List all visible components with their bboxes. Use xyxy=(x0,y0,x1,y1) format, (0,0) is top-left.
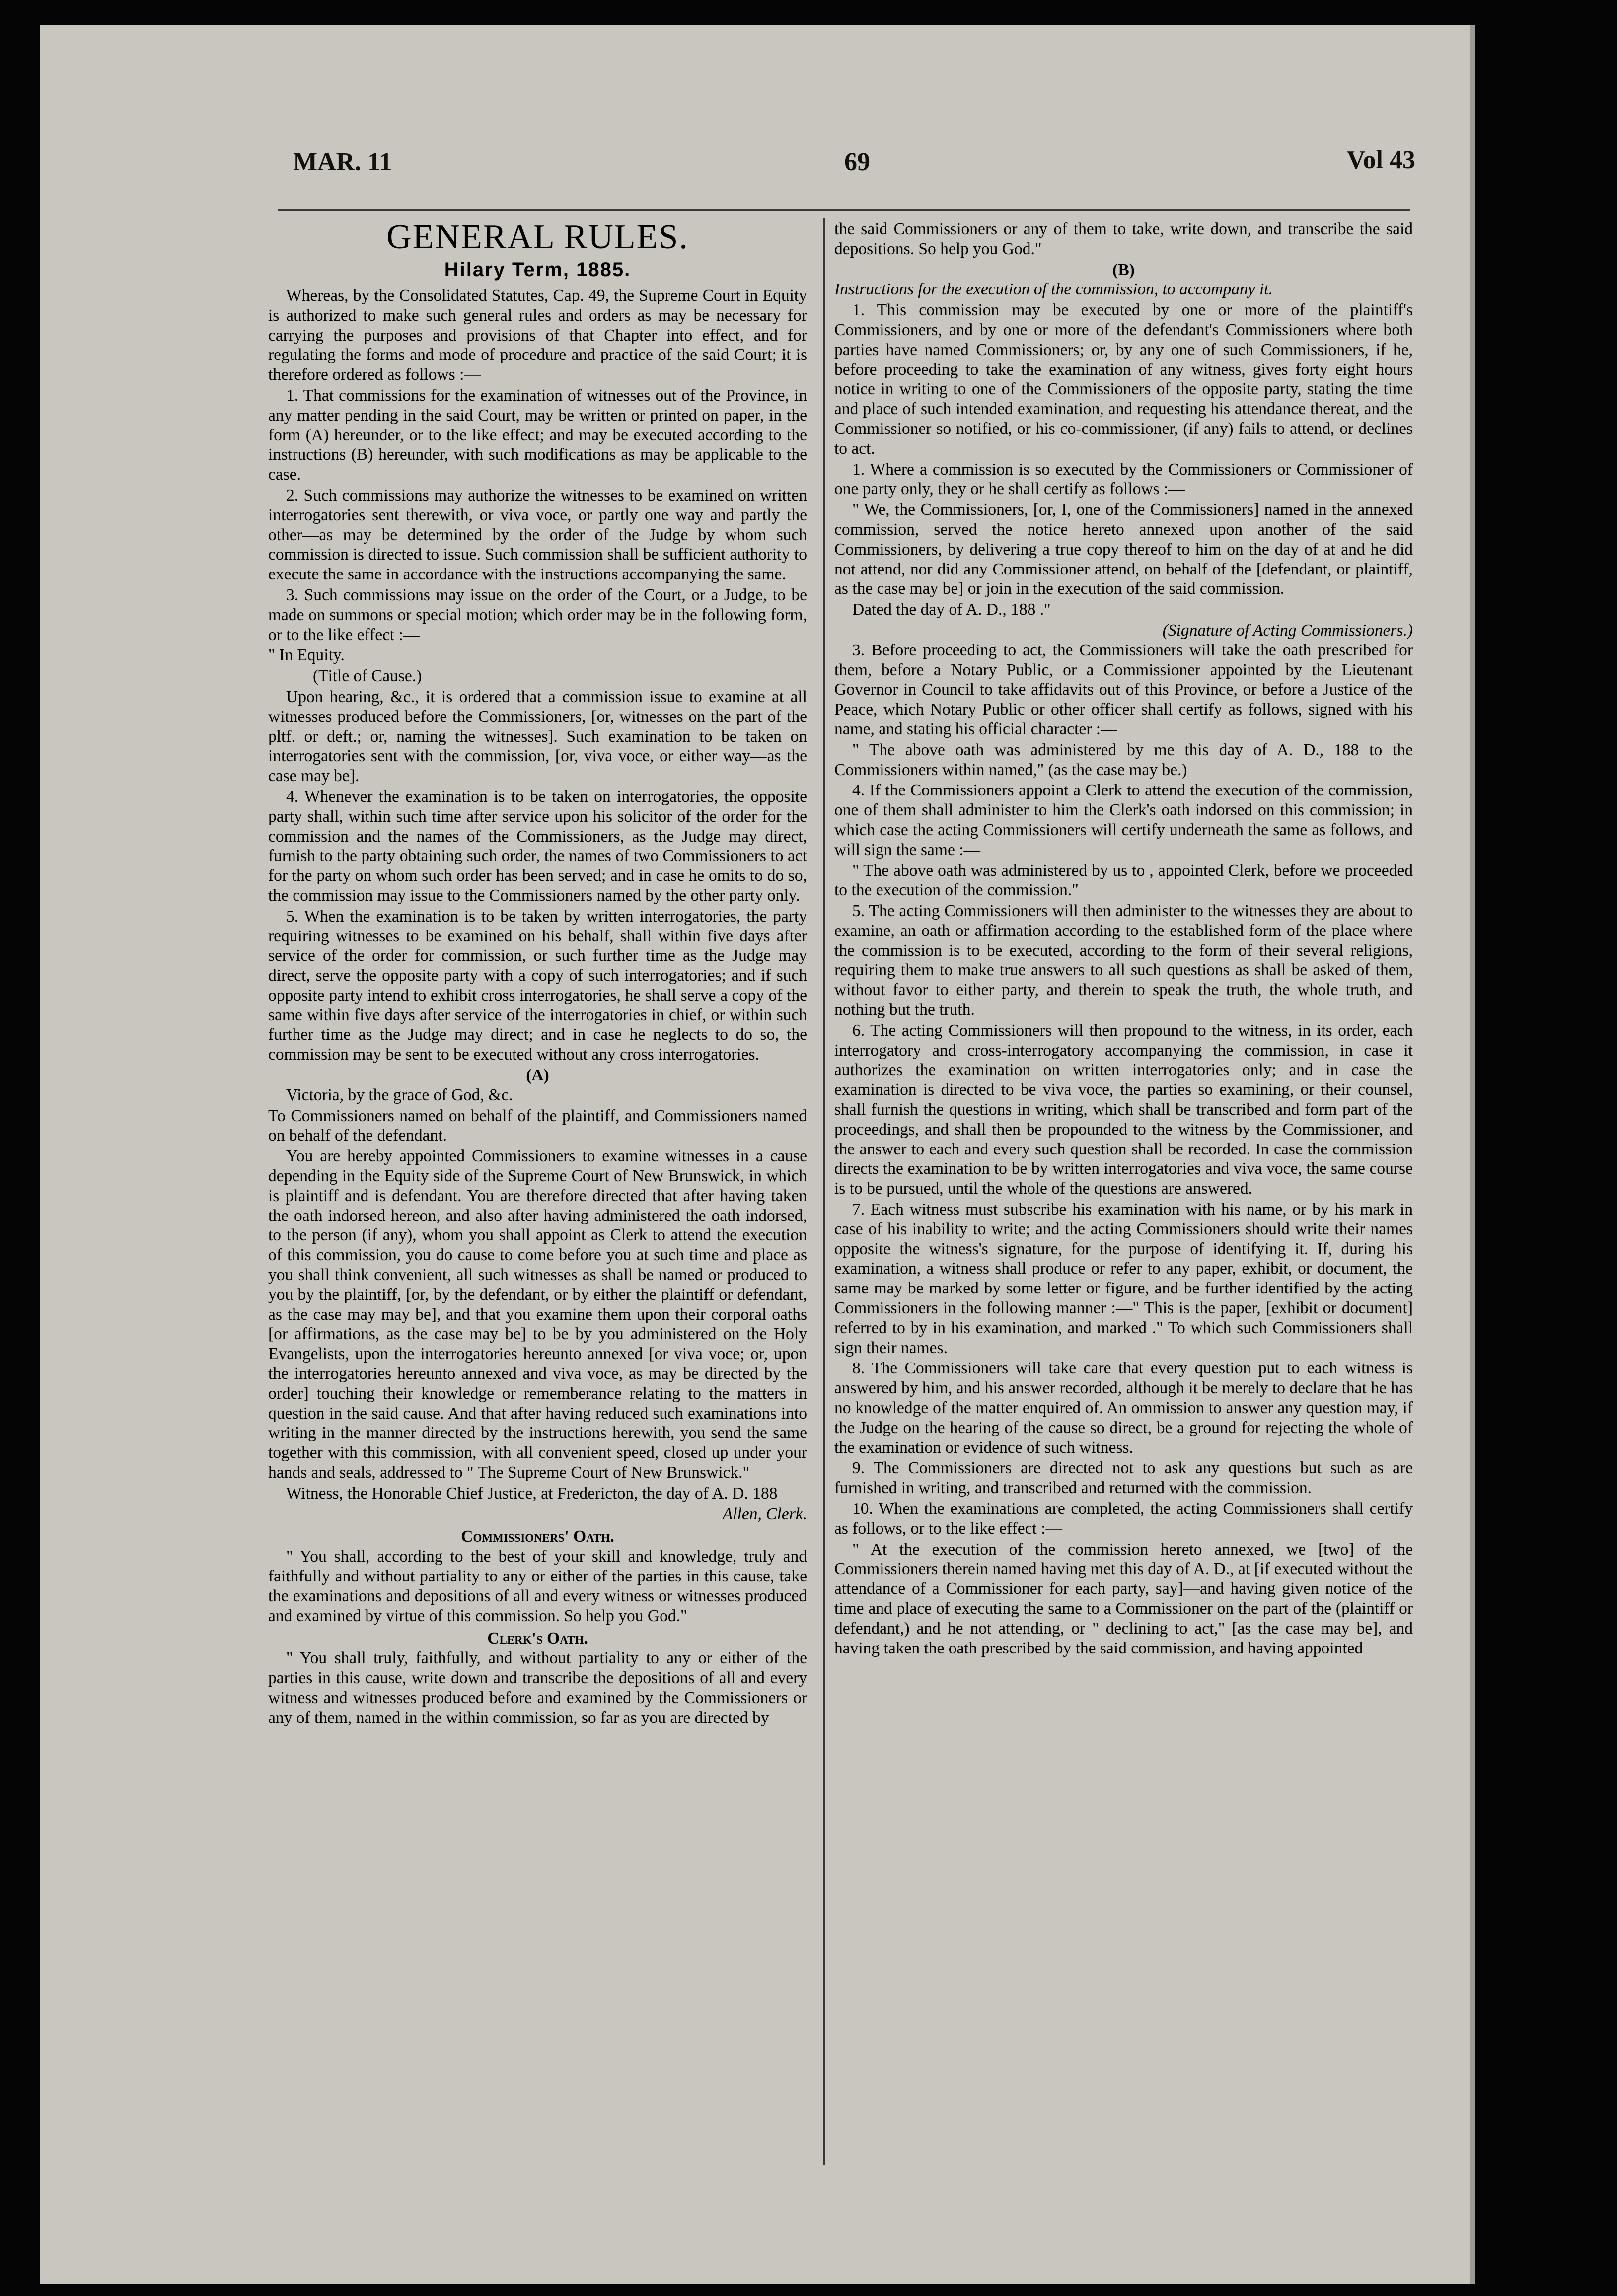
paragraph: 10. When the examinations are completed, the acting Commissioners shall certify as follows, or to the like effect :— xyxy=(834,1500,1413,1538)
paragraph: the said Commissioners or any of them to take, write down, and transcribe the said depositions. So help you God." xyxy=(834,220,1413,258)
header-date: MAR. 11 xyxy=(293,148,392,176)
paragraph: 1. That commissions for the examination of witnesses out of the Province, in any matter pending in the said Court, may be written or printed on paper, in the form (A) hereunder, or to the like effect; and may be executed according to the instructions (B) hereunder, with such modifications as may be applicable to the case. xyxy=(268,386,807,484)
section-heading: Commissioners' Oath. xyxy=(461,1527,614,1546)
paragraph: 9. The Commissioners are directed not to ask any questions but such as are furnished in writing, and transcribed and returned with the commission. xyxy=(834,1459,1413,1498)
paragraph: " The above oath was administered by us to , appointed Clerk, before we proceeded to the execution of the commission." xyxy=(834,861,1413,900)
paragraph: 5. When the examination is to be taken by written interrogatories, the party requiring witnesses to be examined on his behalf, shall within five days after service of the order for commission, or such further time as the Judge may direct, serve the opposite party with a copy of such interrogatories; and if such opposite party intend to exhibit cross interrogatories, he shall serve a copy of the same within five days after service of the interrogatories in chief, or within such further time as the Judge may direct; and in case he neglects to do so, the commission may be sent to be executed without any cross interrogatories. xyxy=(268,907,807,1064)
page-header xyxy=(293,137,1415,186)
paragraph: You are hereby appointed Commissioners to examine witnesses in a cause depending in the Equity side of the Supreme Court of New Brunswick, in which is plaintiff and is defendant. You are therefore directed that after having taken the oath indorsed hereon, and also after having administered the oath indorsed, to the person (if any), whom you shall appoint as Clerk to attend the execution of this commission, you do cause to come before you at such time and place as you shall think convenient, all such witnesses as shall be named or produced to you by the plaintiff, [or, by the defendant, or by either the plaintiff or defendant, as the case may may be], and that you examine them upon their corporal oaths [or affirmations, as the case may be] to be by you administered on the Holy Evangelists, upon the interrogatories hereunto annexed [or viva voce; or, upon the interrogatories hereunto annexed and viva voce, as may be directed by the order] touching their knowledge or rememberance relating to the matters in question in the said cause. And that after having reduced such examinations into writing in the manner directed by the instructions herewith, you send the same together with this commission, with all convenient speed, closed up under your hands and seals, addressed to " The Supreme Court of New Brunswick." xyxy=(268,1147,807,1482)
paragraph: " We, the Commissioners, [or, I, one of the Commissioners] named in the annexed commission, served the notice hereto annexed upon another of the said Commissioners, by delivering a true copy thereof to him on the day of at and he did not attend, nor did any Commissioner attend, on behalf of the [defendant, or plaintiff, as the case may be] or join in the execution of the said commission. xyxy=(834,501,1413,598)
paragraph: Instructions for the execution of the commission, to accompany it. xyxy=(834,280,1273,299)
header-rule xyxy=(278,209,1410,211)
section-heading: (B) xyxy=(1112,260,1135,279)
signature: Allen, Clerk. xyxy=(722,1505,807,1523)
paragraph: Upon hearing, &c., it is ordered that a commission issue to examine at all witnesses produced before the Commissioners, [or, witnesses on the part of the pltf. or deft.; or, naming the witnesses]. Such examination to be taken on interrogatories sent with the commission, [or, viva voce, or either way—as the case may be]. xyxy=(268,687,807,786)
paragraph: Witness, the Honorable Chief Justice, at Fredericton, the day of A. D. 188 xyxy=(286,1484,778,1503)
paragraph: 6. The acting Commissioners will then propound to the witness, in its order, each interrogatory and cross-interrogatory accompanying the commission, in case it authorizes the examination on written interrogatories only; and in case the examination is directed to be viva voce, the parties so examining, or their counsel, shall furnish the questions in writing, which shall be transcribed and form part of the proceedings, and shall then be propounded to the witness by the Commissioner, and the answer to each and every such question shall be recorded. In case the commission directs the examination to be by written interrogatories and viva voce, the same course is to be pursued, until the whole of the questions are answered. xyxy=(834,1021,1413,1198)
paragraph: Dated the day of A. D., 188 ." xyxy=(852,600,1051,619)
paragraph: 4. Whenever the examination is to be taken on interrogatories, the opposite party shall, within such time after service upon his solicitor of the order for the commission and the names of the Commissioners, as the Judge may direct, furnish to the party obtaining such order, the names of two Commissioners to act for the party on whom such order has been served; and in case he omits to do so, the commission may issue to the Commissioners named by the other party only. xyxy=(268,787,807,905)
paragraph: 2. Such commissions may authorize the witnesses to be examined on written interrogatories sent therewith, or viva voce, or partly one way and partly the other—as may be determined by the order of the Judge by whom such commission is directed to issue. Such commission shall be sufficient authority to execute the same in accordance with the instructions accompanying the same. xyxy=(268,486,807,584)
paragraph: 1. Where a commission is so executed by the Commissioners or Commissioner of one party only, they or he shall certify as follows :— xyxy=(834,460,1413,499)
section-heading: (A) xyxy=(526,1066,549,1085)
paragraph: (Title of Cause.) xyxy=(313,667,422,686)
paragraph: 8. The Commissioners will take care that every question put to each witness is answered by him, and his answer recorded, although it be merely to declare that he has no knowledge of the matter enquired of. An ommission to answer any question may, if the Judge on the hearing of the cause so direct, be a ground for rejecting the whole of the examination or evidence of such witness. xyxy=(834,1359,1413,1457)
paragraph: 3. Before proceeding to act, the Commissioners will take the oath prescribed for them, before a Notary Public, or a Commissioner appointed by the Lieutenant Governor in Council to take affidavits out of this Province, or before a Justice of the Peace, which Notary Public or other officer shall certify as follows, signed with his name, and stating his official character :— xyxy=(834,641,1413,738)
article-title: GENERAL RULES. xyxy=(386,218,689,256)
paragraph: 5. The acting Commissioners will then administer to the witnesses they are about to examine, an oath or affirmation according to the established form of the place where the commission is to be executed, according to the form of their several religions, requiring them to make true answers to all such questions as shall be asked of them, without favor to either party, and therein to speak the truth, the whole truth, and nothing but the truth. xyxy=(834,902,1413,1019)
paragraph: Whereas, by the Consolidated Statutes, Cap. 49, the Supreme Court in Equity is authorized to make such general rules and orders as may be necessary for carrying the purposes and provisions of that Chapter into effect, and for regulating the forms and mode of procedure and practice of the said Court; it is therefore ordered as follows :— xyxy=(268,287,807,384)
paragraph: " The above oath was administered by me this day of A. D., 188 to the Commissioners within named," (as the case may be.) xyxy=(834,740,1413,779)
paragraph: " In Equity. xyxy=(268,646,345,665)
header-page-number: 69 xyxy=(844,148,870,176)
paragraph: To Commissioners named on behalf of the plaintiff, and Commissioners named on behalf of the defendant. xyxy=(268,1106,807,1145)
paragraph: 7. Each witness must subscribe his examination with his name, or by his mark in case of his inability to write; and the acting Commissioners should write their names opposite the witness's signature, for the purpose of identifying it. If, during his examination, a witness shall produce or refer to any paper, exhibit, or document, the same may be marked by some letter or figure, and be further identified by the acting Commissioners in the following manner :—" This is the paper, [exhibit or document] referred to by in his examination, and marked ." To which such Commissioners shall sign their names. xyxy=(834,1200,1413,1357)
paragraph: 3. Such commissions may issue on the order of the Court, or a Judge, to be made on summons or special motion; which order may be in the following form, or to the like effect :— xyxy=(268,585,807,644)
paragraph: " You shall truly, faithfully, and without partiality to any or either of the parties in this cause, write down and transcribe the depositions of all and every witness and witnesses produced before and examined by the Commissioners or any of them, named in the within commission, so far as you are directed by xyxy=(268,1649,807,1727)
left-column xyxy=(268,218,807,1728)
paragraph: " At the execution of the commission hereto annexed, we [two] of the Commissioners therein named having met this day of A. D., at [if executed without the attendance of a Commissioner for each party, say]—and having given notice of the time and place of executing the same to a Commissioner on the part of the (plaintiff or defendant,) and he not attending, or " declining to act," [as the case may be], and having taken the oath prescribed by the said commission, and having appointed xyxy=(834,1540,1413,1657)
paragraph: " You shall, according to the best of your skill and knowledge, truly and faithfully and without partiality to any or either of the parties in this cause, take the examinations and depositions of all and every witness or witnesses produced and examined by virtue of this commission. So help you God." xyxy=(268,1547,807,1625)
paragraph: Victoria, by the grace of God, &c. xyxy=(286,1085,513,1104)
right-column xyxy=(834,219,1413,1659)
signature: (Signature of Acting Commissioners.) xyxy=(1162,621,1413,640)
header-volume: Vol 43 xyxy=(1346,146,1415,174)
paragraph: 4. If the Commissioners appoint a Clerk to attend the execution of the commission, one of them shall administer to him the Clerk's oath indorsed on this commission; in which case the acting Commissioners will certify underneath the same as follows, and will sign the same :— xyxy=(834,781,1413,859)
column-divider xyxy=(823,218,825,2165)
paragraph: 1. This commission may be executed by one or more of the plaintiff's Commissioners, and by one or more of the defendant's Commissioners where both parties have named Commissioners; or, by any one of such Commissioners, if he, before proceeding to take the examination of any witness, gives forty eight hours notice in writing to one of the Commissioners of the opposite party, stating the time and place of such intended examination, and requesting his attendance thereat, and the Commissioner so notified, or his co-commissioner, (if any) fails to attend, or declines to act. xyxy=(834,301,1413,458)
article-subtitle: Hilary Term, 1885. xyxy=(444,259,631,281)
section-heading: Clerk's Oath. xyxy=(487,1629,588,1648)
